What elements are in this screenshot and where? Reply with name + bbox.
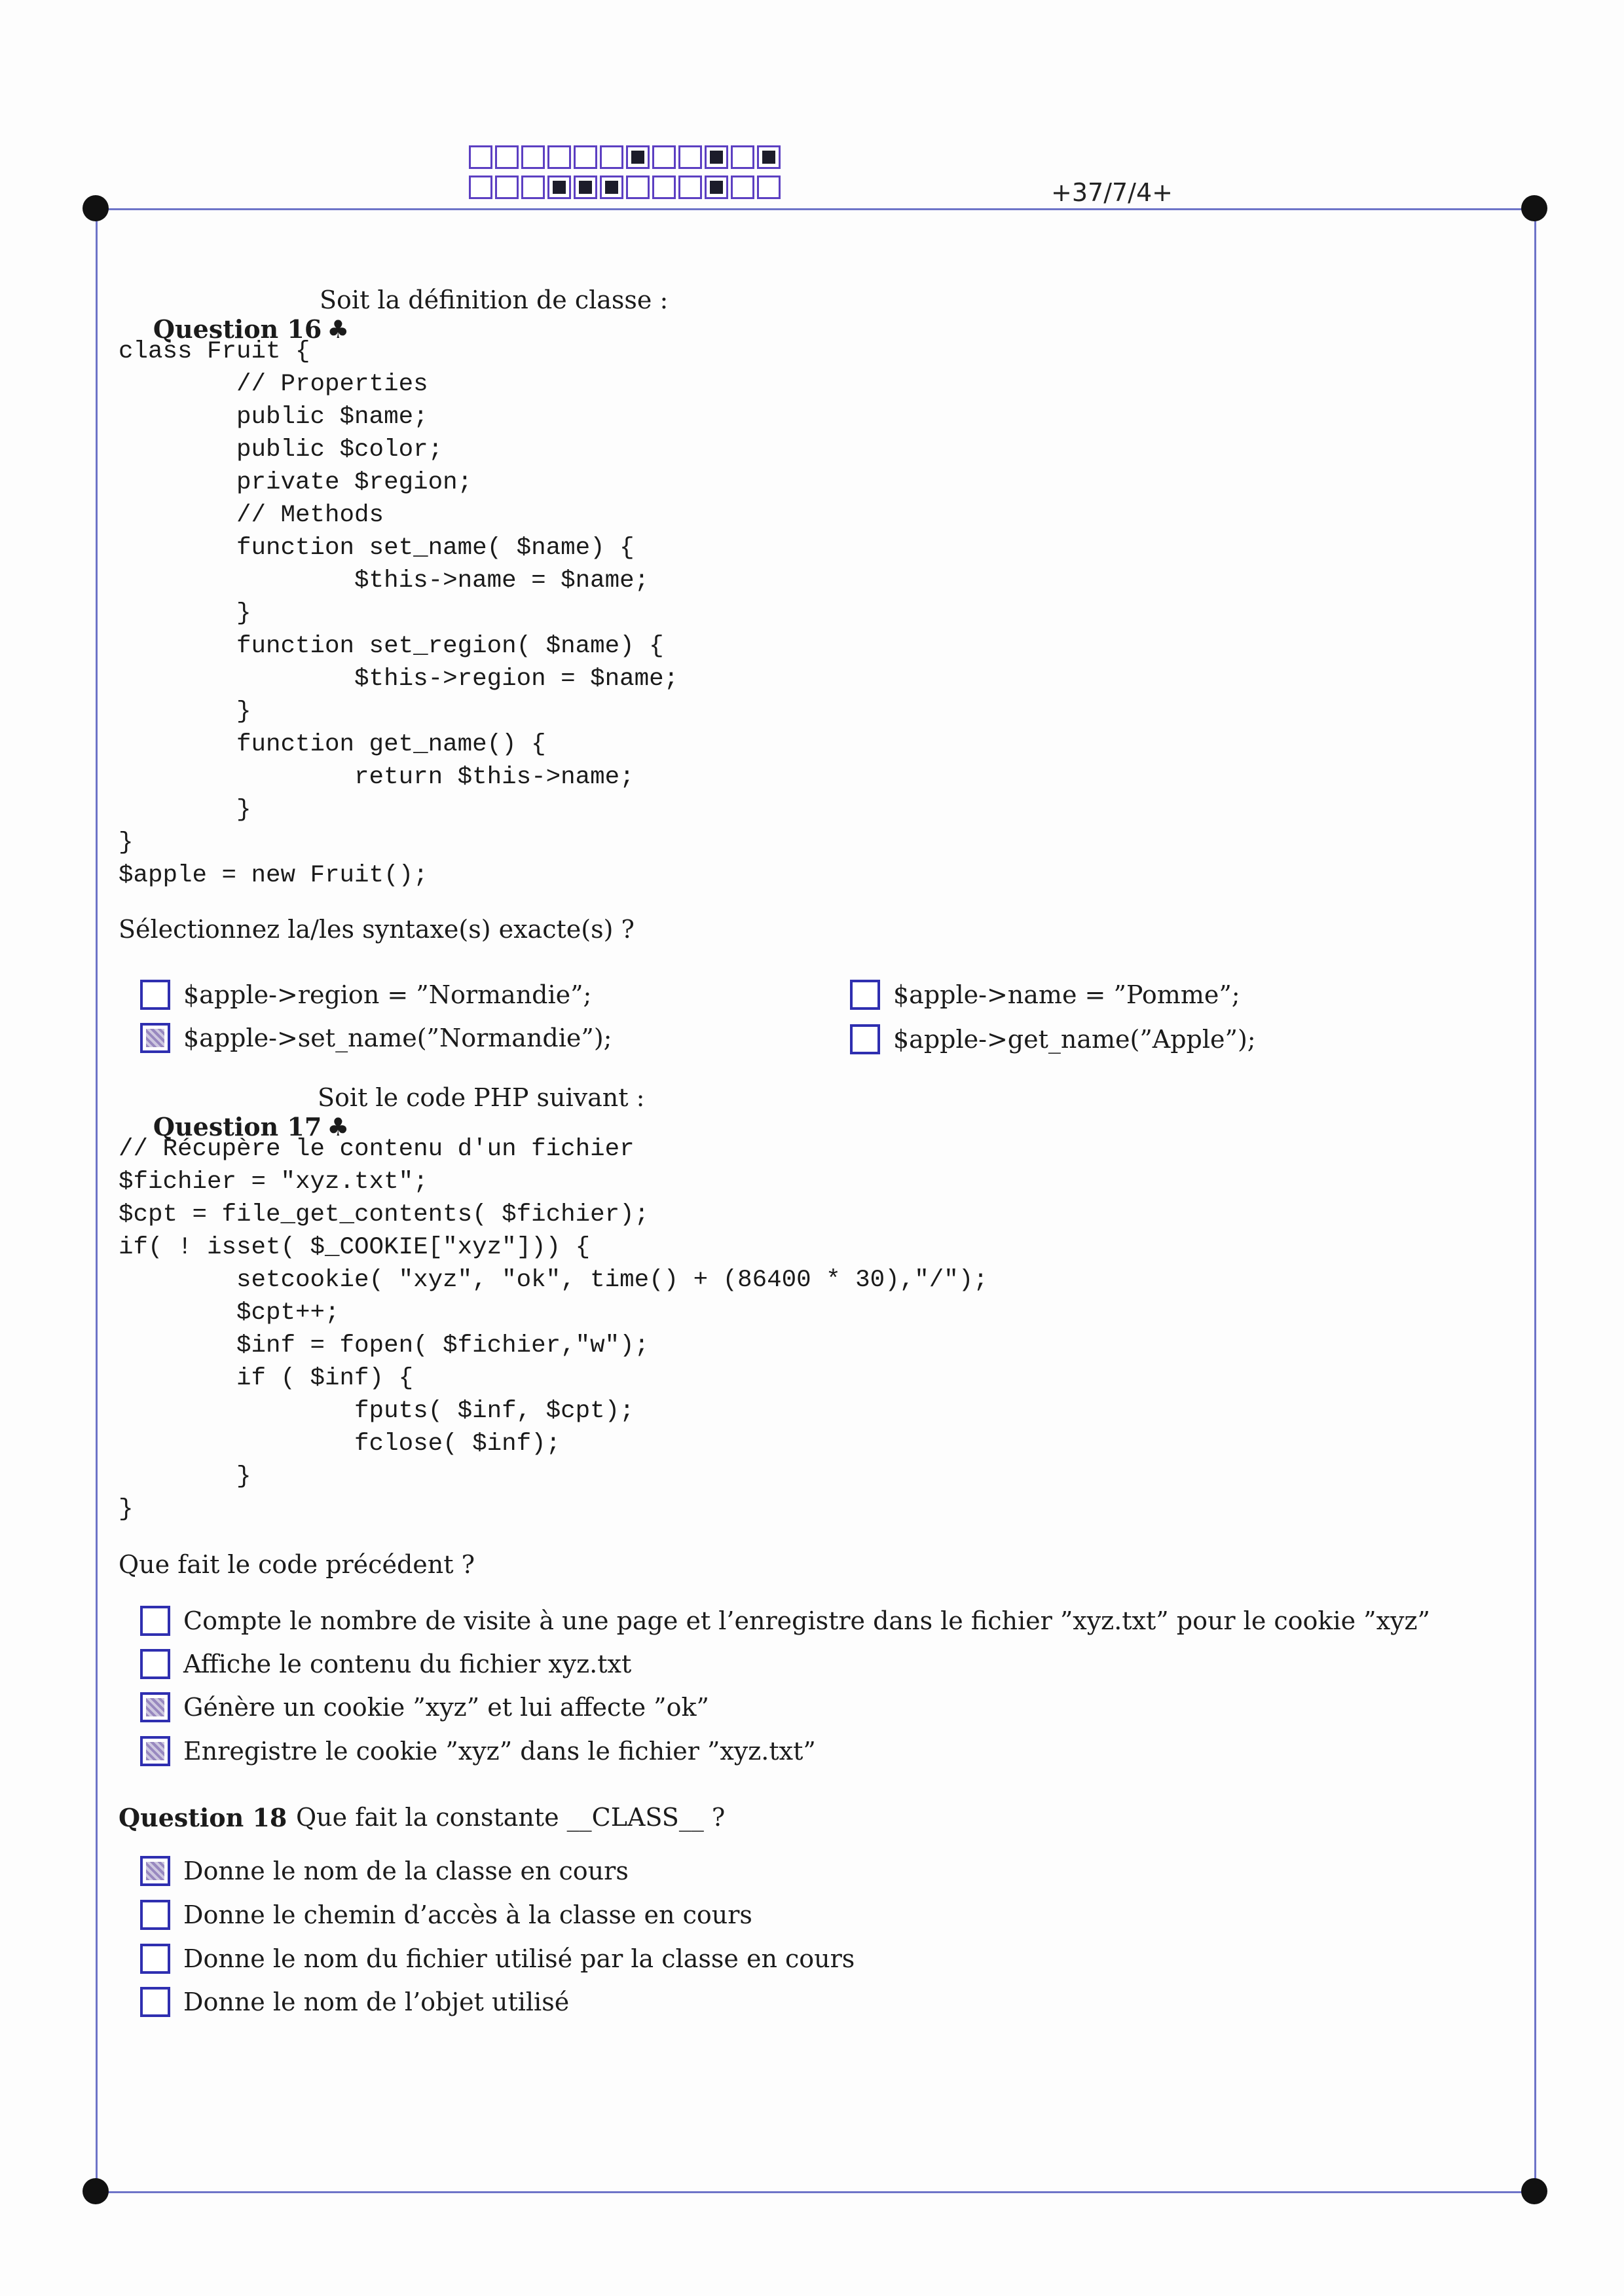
barcode-square bbox=[547, 145, 571, 169]
page-identifier: +37/7/4+ bbox=[1051, 178, 1173, 207]
question-16-choice-3[interactable] bbox=[850, 978, 1240, 1011]
barcode-square bbox=[652, 145, 676, 169]
code-line: if( ! isset( $_COOKIE["xyz"])) { bbox=[119, 1234, 591, 1261]
code-line: // Récupère le contenu d'un fichier bbox=[119, 1136, 635, 1163]
barcode-square bbox=[469, 176, 492, 199]
question-17-prompt: Soit le code PHP suivant : bbox=[318, 1083, 645, 1112]
code-line: function get_name() { bbox=[119, 731, 546, 758]
barcode-square bbox=[574, 176, 597, 199]
choice-label: $apple->get_name(”Apple”); bbox=[893, 1025, 1256, 1054]
code-line: $cpt = file_get_contents( $fichier); bbox=[119, 1201, 650, 1229]
code-line: return $this->name; bbox=[119, 764, 635, 791]
question-17-instruction: Que fait le code précédent ? bbox=[119, 1550, 475, 1579]
barcode-square bbox=[547, 176, 571, 199]
question-16-choice-1[interactable] bbox=[140, 978, 591, 1011]
barcode-square bbox=[731, 145, 754, 169]
code-line: $this->name = $name; bbox=[119, 567, 650, 595]
code-line: fclose( $inf); bbox=[119, 1430, 561, 1458]
code-line: public $color; bbox=[119, 436, 443, 464]
barcode-square bbox=[757, 176, 781, 199]
question-16-code bbox=[119, 335, 678, 892]
corner-mark-bottom-left bbox=[83, 2178, 109, 2204]
question-17-choice-1[interactable] bbox=[140, 1604, 1430, 1637]
barcode-square bbox=[678, 176, 702, 199]
choice-label: Donne le nom du fichier utilisé par la classe en cours bbox=[183, 1944, 855, 1973]
code-line: } bbox=[119, 600, 251, 627]
barcode-square bbox=[626, 176, 650, 199]
code-line: class Fruit { bbox=[119, 338, 310, 365]
code-line: } bbox=[119, 1463, 251, 1491]
barcode-square bbox=[521, 145, 545, 169]
frame-left-line bbox=[96, 208, 98, 2193]
club-icon: ♣ bbox=[327, 315, 350, 344]
question-16-choice-4[interactable] bbox=[850, 1023, 1256, 1056]
barcode-square bbox=[469, 145, 492, 169]
barcode-square bbox=[600, 145, 623, 169]
answer-checkbox[interactable] bbox=[140, 1944, 170, 1974]
choice-label: Affiche le contenu du fichier xyz.txt bbox=[183, 1650, 632, 1678]
choice-label: Compte le nombre de visite à une page et l’enregistre dans le fichier ”xyz.txt” pour le cookie ”xyz” bbox=[183, 1606, 1430, 1635]
answer-checkbox[interactable] bbox=[140, 1900, 170, 1930]
question-18-choice-3[interactable] bbox=[140, 1942, 855, 1975]
answer-checkbox[interactable] bbox=[140, 1987, 170, 2017]
corner-mark-bottom-right bbox=[1521, 2178, 1547, 2204]
answer-checkbox[interactable] bbox=[140, 1023, 170, 1053]
question-17-choice-3[interactable] bbox=[140, 1691, 709, 1724]
code-line: // Methods bbox=[119, 502, 384, 529]
answer-checkbox[interactable] bbox=[140, 980, 170, 1010]
code-line: private $region; bbox=[119, 469, 473, 496]
question-17-choice-4[interactable] bbox=[140, 1735, 816, 1768]
barcode-row bbox=[469, 176, 783, 199]
barcode-square bbox=[705, 176, 728, 199]
barcode-square bbox=[521, 176, 545, 199]
frame-bottom-line bbox=[96, 2191, 1536, 2193]
page-barcode bbox=[469, 145, 783, 206]
choice-label: Donne le nom de l’objet utilisé bbox=[183, 1988, 570, 2016]
barcode-square bbox=[495, 176, 519, 199]
frame-right-line bbox=[1534, 208, 1536, 2193]
barcode-square bbox=[652, 176, 676, 199]
corner-mark-top-right bbox=[1521, 195, 1547, 221]
question-16-instruction: Sélectionnez la/les syntaxe(s) exacte(s) ? bbox=[119, 915, 635, 944]
choice-label: Donne le nom de la classe en cours bbox=[183, 1857, 629, 1885]
question-17-choice-2[interactable] bbox=[140, 1648, 631, 1680]
corner-mark-top-left bbox=[83, 195, 109, 221]
question-16-prompt: Soit la définition de classe : bbox=[320, 286, 669, 314]
question-18-label: Question 18 bbox=[119, 1803, 287, 1832]
code-line: } bbox=[119, 1496, 134, 1523]
barcode-square bbox=[757, 145, 781, 169]
answer-checkbox[interactable] bbox=[140, 1736, 170, 1766]
code-line: $this->region = $name; bbox=[119, 665, 679, 693]
code-line: setcookie( "xyz", "ok", time() + (86400 * 30),"/"); bbox=[119, 1267, 988, 1294]
code-line: } bbox=[119, 829, 134, 857]
code-line: } bbox=[119, 796, 251, 824]
code-line: fputs( $inf, $cpt); bbox=[119, 1398, 635, 1425]
question-18-choice-4[interactable] bbox=[140, 1986, 569, 2018]
code-line: $apple = new Fruit(); bbox=[119, 862, 428, 889]
answer-checkbox[interactable] bbox=[140, 1649, 170, 1679]
choice-label: $apple->set_name(”Normandie”); bbox=[183, 1024, 612, 1052]
question-17-code bbox=[119, 1133, 988, 1526]
choice-label: $apple->name = ”Pomme”; bbox=[893, 980, 1240, 1009]
answer-checkbox[interactable] bbox=[140, 1606, 170, 1636]
code-line: if ( $inf) { bbox=[119, 1365, 414, 1392]
barcode-square bbox=[705, 145, 728, 169]
barcode-square bbox=[626, 145, 650, 169]
club-icon: ♣ bbox=[327, 1113, 350, 1141]
barcode-square bbox=[600, 176, 623, 199]
question-17-label: Question 17 ♣ bbox=[153, 1112, 350, 1141]
code-line: $inf = fopen( $fichier,"w"); bbox=[119, 1332, 650, 1360]
answer-checkbox[interactable] bbox=[140, 1692, 170, 1722]
question-18-choice-2[interactable] bbox=[140, 1898, 752, 1931]
question-16-choice-2[interactable] bbox=[140, 1022, 612, 1054]
barcode-square bbox=[678, 145, 702, 169]
code-line: function set_region( $name) { bbox=[119, 633, 664, 660]
answer-checkbox[interactable] bbox=[850, 980, 880, 1010]
code-line: function set_name( $name) { bbox=[119, 534, 635, 562]
frame-top-line bbox=[96, 208, 1536, 210]
question-18-choice-1[interactable] bbox=[140, 1855, 629, 1887]
code-line: // Properties bbox=[119, 371, 428, 398]
question-18-prompt: Que fait la constante __CLASS__ ? bbox=[296, 1803, 726, 1832]
code-line: } bbox=[119, 698, 251, 726]
choice-label: Enregistre le cookie ”xyz” dans le fichier ”xyz.txt” bbox=[183, 1737, 816, 1766]
choice-label: $apple->region = ”Normandie”; bbox=[183, 980, 592, 1009]
question-16-label: Question 16 ♣ bbox=[153, 314, 350, 344]
code-line: $fichier = "xyz.txt"; bbox=[119, 1168, 428, 1196]
barcode-square bbox=[495, 145, 519, 169]
barcode-row bbox=[469, 145, 783, 169]
barcode-square bbox=[574, 145, 597, 169]
choice-label: Donne le chemin d’accès à la classe en cours bbox=[183, 1900, 752, 1929]
answer-checkbox[interactable] bbox=[850, 1024, 880, 1054]
code-line: $cpt++; bbox=[119, 1299, 340, 1327]
answer-checkbox[interactable] bbox=[140, 1856, 170, 1886]
barcode-square bbox=[731, 176, 754, 199]
choice-label: Génère un cookie ”xyz” et lui affecte ”ok” bbox=[183, 1693, 709, 1722]
code-line: public $name; bbox=[119, 403, 428, 431]
